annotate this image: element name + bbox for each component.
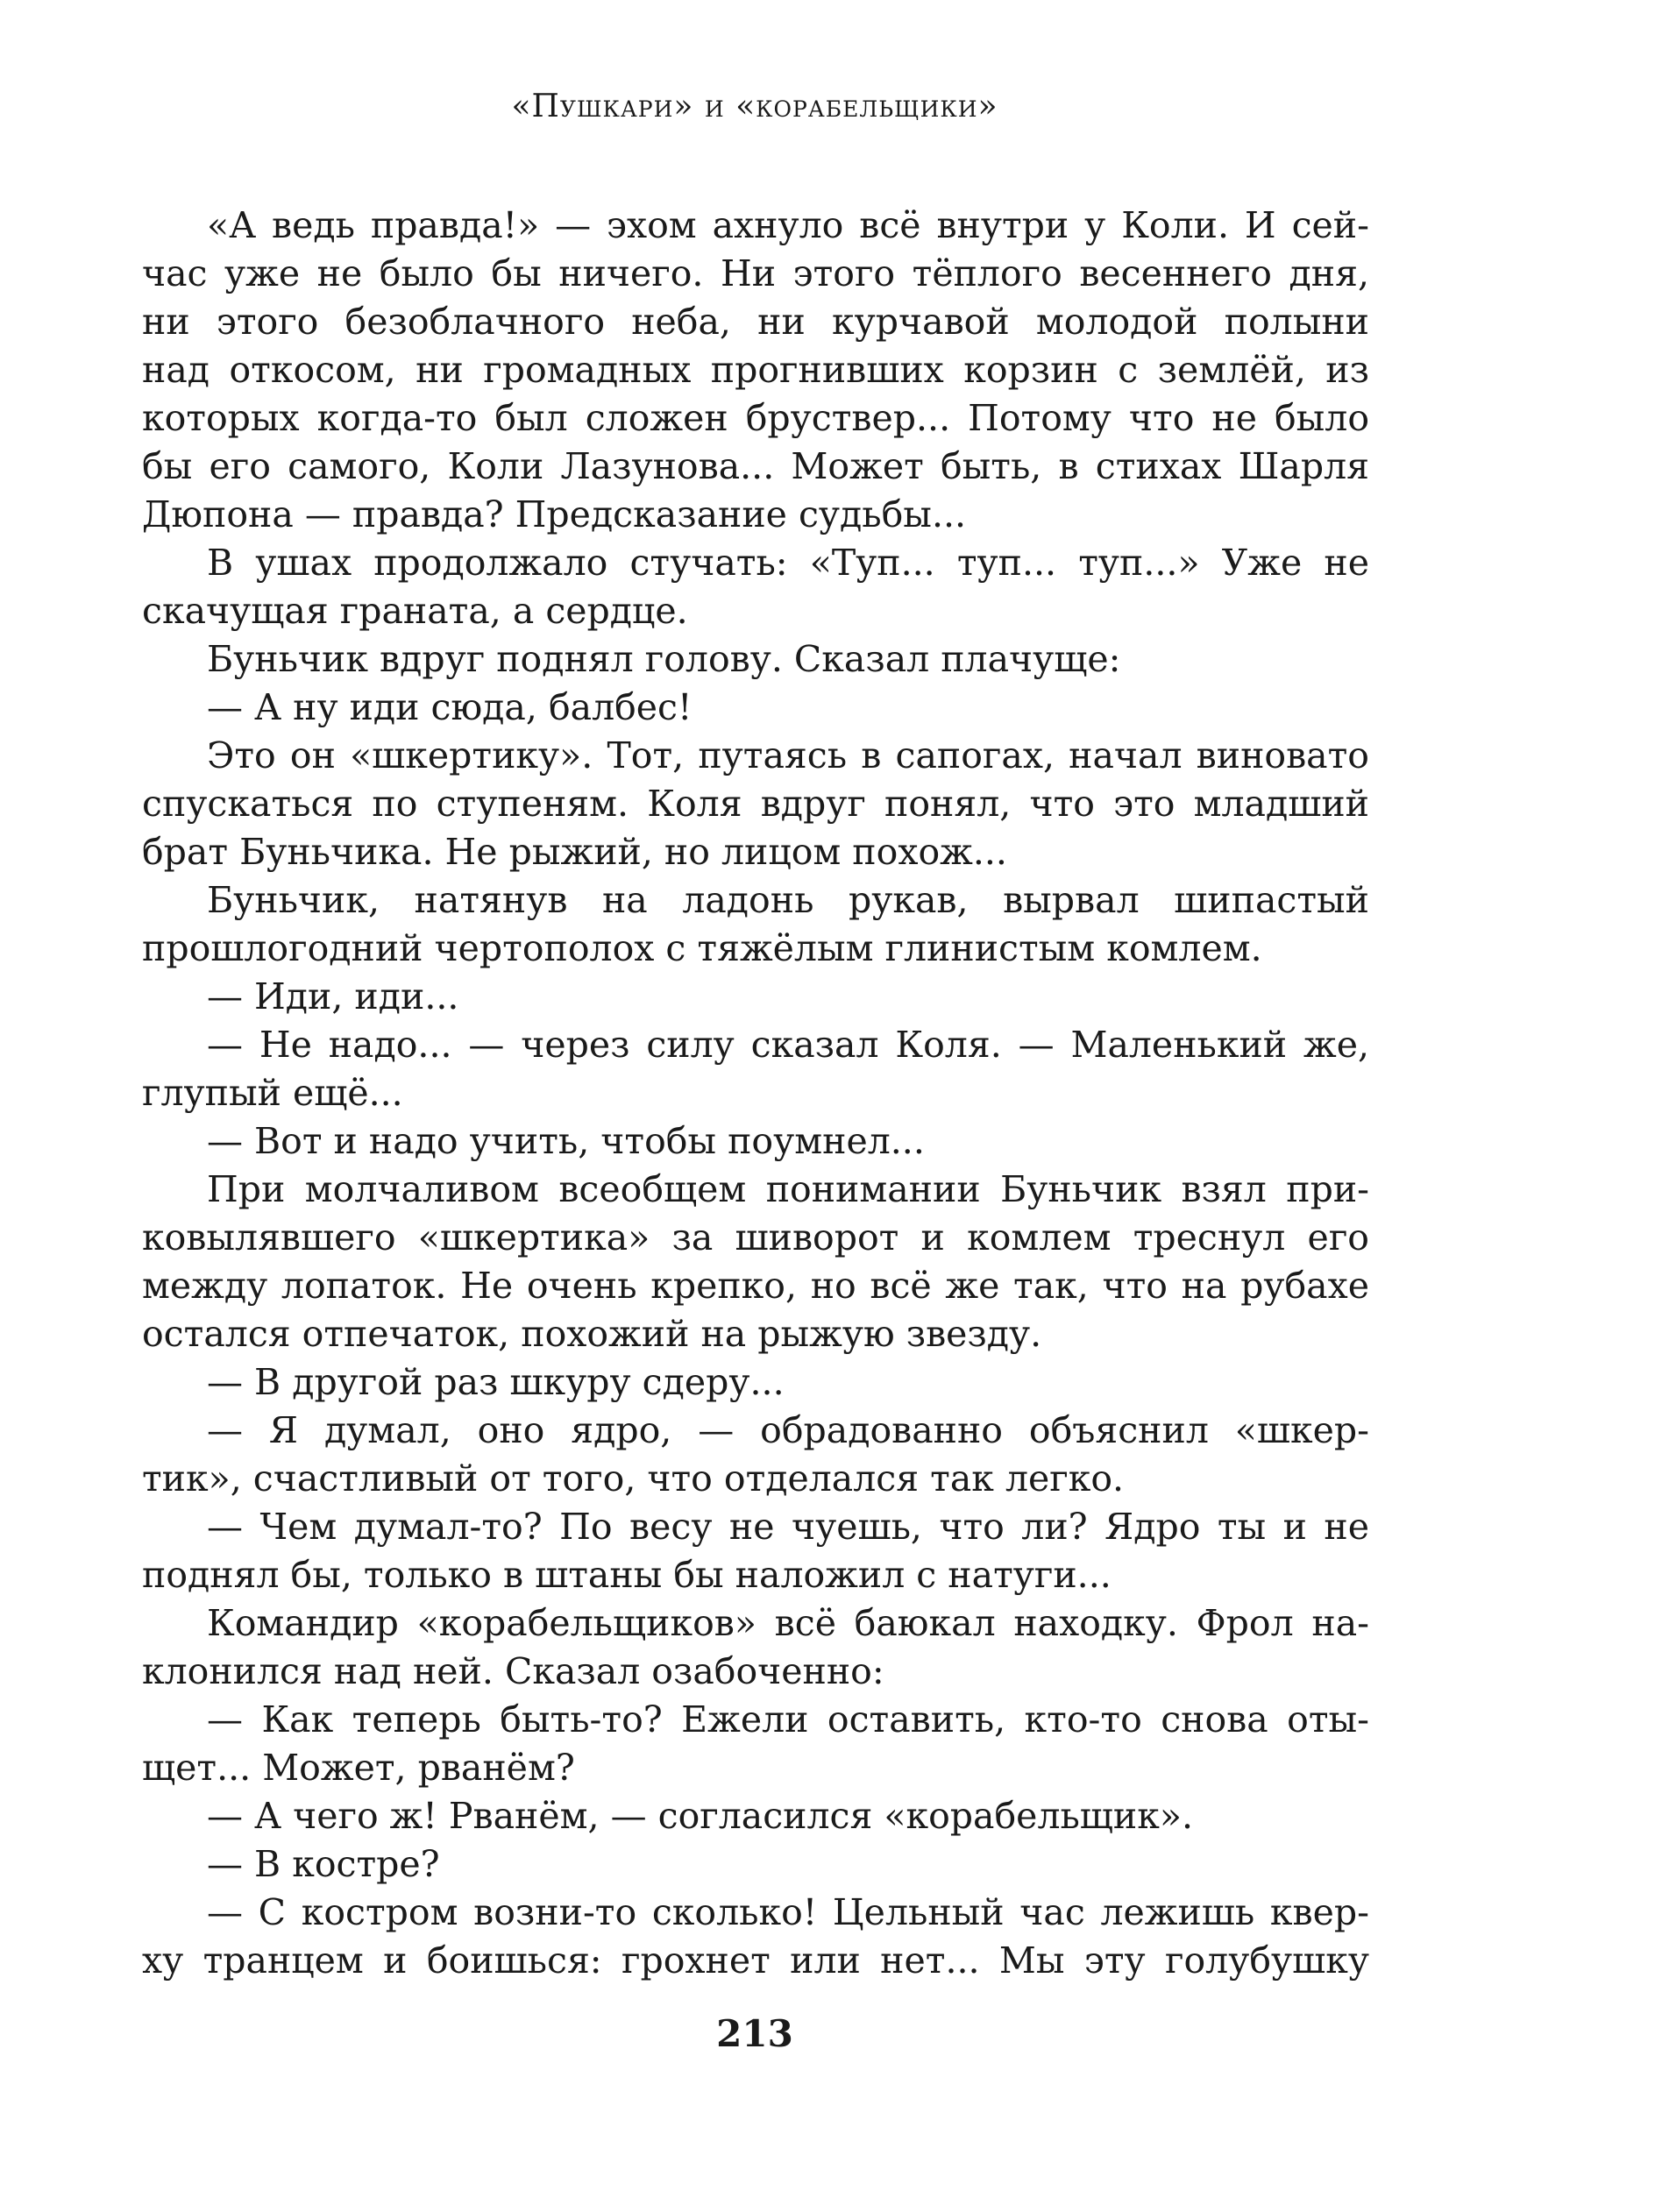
body-text [142,202,1369,1985]
text-line: скачущая граната, а сердце. [142,590,688,632]
text-line: щет... Может, рванём? [142,1747,575,1789]
text-line: — Не надо... — через силу сказал Коля. — Маленький же, [207,1024,1369,1066]
text-line: остался отпечаток, похожий на рыжую звезду. [142,1313,1042,1355]
text-line: которых когда-то был сложен бруствер... Потому что не было [142,397,1369,439]
text-line: бы его самого, Коли Лазунова... Может быть, в стихах Шарля [142,445,1369,487]
text-line: Командир «корабельщиков» всё баюкал находку. Фрол на- [207,1602,1369,1644]
text-line: — Чем думал-то? По весу не чуешь, что ли? Ядро ты и не [207,1506,1369,1548]
text-line: Буньчик, натянув на ладонь рукав, вырвал шипастый [207,879,1369,921]
text-line: поднял бы, только в штаны бы наложил с натуги... [142,1554,1112,1596]
text-line: — В костре? [207,1843,440,1885]
text-line: ковылявшего «шкертика» за шиворот и комлем треснул его [142,1216,1369,1258]
text-line: брат Буньчика. Не рыжий, но лицом похож... [142,831,1007,873]
running-head: «Пушкари» и «корабельщики» [511,89,998,124]
text-line: Буньчик вдруг поднял голову. Сказал плачуще: [207,638,1121,680]
text-line: над откосом, ни громадных прогнивших корзин с землёй, из [142,349,1369,391]
text-line: между лопаток. Не очень крепко, но всё же так, что на рубахе [142,1265,1369,1307]
text-line: клонился над ней. Сказал озабоченно: [142,1650,884,1692]
text-line: — С костром возни-то сколько! Цельный час лежишь квер- [207,1891,1369,1933]
text-line: ни этого безоблачного неба, ни курчавой молодой полыни [142,301,1369,343]
text-line: — В другой раз шкуру сдеру... [207,1361,785,1403]
text-line: тик», счастливый от того, что отделался так легко. [142,1457,1125,1499]
text-line: — Как теперь быть-то? Ежели оставить, кто-то снова оты- [207,1698,1369,1741]
text-line: Дюпона — правда? Предсказание судьбы... [142,493,967,535]
text-line: Это он «шкертику». Тот, путаясь в сапогах, начал виновато [207,734,1369,776]
text-line: глупый ещё... [142,1072,403,1114]
text-line: — А ну иди сюда, балбес! [207,686,692,728]
text-line: В ушах продолжало стучать: «Туп... туп... туп...» Уже не [207,542,1369,584]
text-line: ху транцем и боишься: грохнет или нет... Мы эту голубушку [142,1939,1369,1982]
text-line: прошлогодний чертополох с тяжёлым глинистым комлем. [142,927,1262,969]
text-line: час уже не было бы ничего. Ни этого тёплого весеннего дня, [142,252,1369,294]
text-line: — А чего ж! Рванём, — согласился «корабельщик». [207,1795,1193,1837]
text-line: — Я думал, оно ядро, — обрадованно объяснил «шкер- [207,1409,1369,1451]
page-number: 213 [716,2012,793,2055]
text-line: спускаться по ступеням. Коля вдруг понял, что это младший [142,783,1369,825]
text-line: «А ведь правда!» — эхом ахнуло всё внутри у Коли. И сей- [207,204,1369,246]
text-line: При молчаливом всеобщем понимании Буньчик взял при- [207,1168,1369,1210]
text-line: — Иди, иди... [207,975,459,1017]
text-line: — Вот и надо учить, чтобы поумнел... [207,1120,925,1162]
